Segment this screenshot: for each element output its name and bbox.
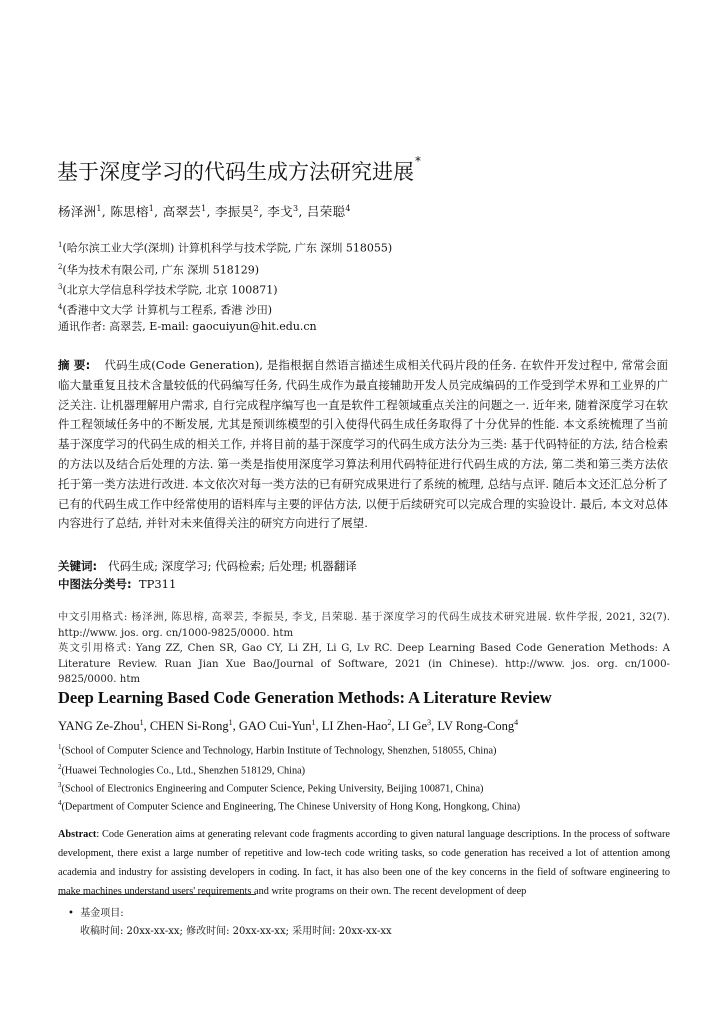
en-author: [437, 719, 518, 733]
cn-author-name: 李振昊: [215, 204, 254, 219]
keywords-text: 代码生成; 深度学习; 代码检索; 后处理; 机器翻译: [108, 559, 357, 573]
title-cn-text: 基于深度学习的代码生成方法研究进展: [57, 160, 414, 184]
en-author-affil-mark: 1: [311, 718, 316, 727]
cn-author-affil-mark: 1: [148, 203, 155, 213]
cn-author-affil-mark: 1: [96, 203, 102, 213]
affiliation-cn-3: $^3$(北京大学信息科学技术学院, 北京 100871): [58, 283, 278, 297]
en-author-name: LI Zhen-Hao: [321, 719, 388, 734]
en-author-name: LV Rong-Cong: [437, 719, 515, 734]
cn-author: [307, 204, 351, 219]
abstract-en-label: Abstract: [58, 829, 97, 840]
title-chinese: [57, 156, 421, 186]
en-author-affil-mark: 3: [427, 718, 432, 727]
cn-author-name: 陈思榕: [110, 204, 149, 219]
footnote-fund-text: 基金项目:: [80, 908, 124, 919]
footnote-fund: [68, 904, 124, 919]
footnote-divider: [58, 894, 256, 895]
affiliation-cn-2: $^2$(华为技术有限公司, 广东 深圳 518129): [58, 263, 260, 277]
en-author-affil-mark: 1: [139, 718, 144, 727]
en-author-affil-mark: 1: [228, 718, 233, 727]
cn-author-affil-mark: 4: [345, 203, 351, 213]
affiliation-en-2: $^2$(Huawei Technologies Co., Ltd., Shenzhen 518129, China): [58, 763, 306, 777]
affiliation-en-3: $^3$(School of Electronics Engineering and Computer Science, Peking University, Beijing 100871, China): [58, 781, 484, 795]
cn-author-affil-mark: 1: [201, 203, 207, 213]
keywords-label: 关键词:: [58, 559, 98, 573]
en-author: [398, 719, 432, 733]
abstract-en-text: : Code Generation aims at generating relevant code fragments according to given natural language descriptions. In the process of software development, there exist a large number of repetitive and low-tech code writing tasks, so code generation has received a lot of attention among academia and industry for assisting developers in coding. In fact, it has also been one of the key concerns in the field of software engineering to make machines understand users' requirements and write programs on their own. The recent development of deep: [58, 829, 670, 897]
en-author-name: LI Ge: [397, 719, 428, 734]
title-english: Deep Learning Based Code Generation Methods: A Literature Review: [58, 688, 552, 707]
title-footnote-mark: *: [415, 154, 421, 168]
affiliation-en-1: $^1$(School of Computer Science and Technology, Harbin Institute of Technology, Shenzhen, 518055, China): [58, 743, 497, 757]
en-author: [239, 719, 316, 733]
cn-author-name: 高翠芸: [162, 204, 202, 219]
cn-author-name: 杨泽洲: [58, 204, 97, 219]
cn-author-affil-mark: 2: [253, 203, 259, 213]
clc-value: TP311: [138, 577, 177, 591]
footnote-bullet: •: [68, 908, 74, 919]
cn-author: [110, 204, 154, 219]
cn-author-name: 吕荣聪: [306, 204, 346, 219]
cn-author: [58, 204, 102, 219]
cn-author-name: 李戈: [267, 204, 293, 219]
citation-english: 英文引用格式: Yang ZZ, Chen SR, Gao CY, Li ZH, Li G, Lv RC. Deep Learning Based Code Generation Methods: A Literature Review. Ruan Jian Xue Bao/Journal of Software, 2021 (in Chinese). http://www. jos. org. cn/1000-9825/0000. htm: [58, 643, 670, 685]
affiliation-en-4: $^4$(Department of Computer Science and Engineering, The Chinese University of Hong Kong, Hongkong, China): [58, 799, 520, 813]
abstract-cn-label: 摘 要:: [58, 358, 91, 372]
cn-author: [163, 204, 207, 219]
citation-block: [58, 610, 670, 688]
affiliation-cn-1: $^1$(哈尔滨工业大学(深圳) 计算机科学与技术学院, 广东 深圳 518055): [58, 241, 393, 255]
footnote-dates: 收稿时间: 20xx-xx-xx; 修改时间: 20xx-xx-xx; 采用时间: 20xx-xx-xx: [80, 926, 392, 937]
en-author: [58, 719, 144, 733]
en-author: [150, 719, 233, 733]
abstract-cn-text: 代码生成(Code Generation), 是指根据自然语言描述生成相关代码片段的任务. 在软件开发过程中, 常常会面临大量重复且技术含量较低的代码编写任务, 代码生成作为最直接辅助开发人员完成编码的工作受到学术界和工业界的广泛关注. 让机器理解用户需求, 自行完成程序编写也一直是软件工程领域重点关注的问题之一. 近年来, 随着深度学习在软件工程领域任务中的不断发展, 尤其是预训练模型的引入使得代码生成任务取得了十分优异的性能. 本文系统梳理了当前基于深度学习的代码生成的相关工作, 并将目前的基于深度学习的代码生成方法分为三类: 基于代码特征的方法, 结合检索的方法以及结合后处理的方法. 第一类是指使用深度学习算法利用代码特征进行代码生成的方法, 第二类和第三类方法依托于第一类方法进行改进. 本文依次对每一类方法的已有研究成果进行了系统的梳理, 总结与点评. 随后本文还汇总分析了已有的代码生成工作中经常使用的语料库与主要的评估方法, 以便于后续研究可以完成合理的实验设计. 最后, 本文对总体内容进行了总结, 并针对未来值得关注的研究方向进行了展望.: [58, 358, 668, 531]
cn-author-affil-mark: 3: [292, 203, 299, 213]
cn-author: [267, 204, 298, 219]
en-author-affil-mark: 2: [387, 718, 392, 727]
en-author: [322, 719, 392, 733]
en-author-name: GAO Cui-Yun: [238, 719, 312, 734]
classification-number: [58, 576, 176, 592]
citation-chinese: 中文引用格式: 杨泽洲, 陈思榕, 高翠芸, 李振昊, 李戈, 吕荣聪. 基于深度学习的代码生成技术研究进展. 软件学报, 2021, 32(7). http://www. jos. org. cn/1000-9825/0000. htm: [58, 612, 670, 639]
affiliation-cn-4: $^4$(香港中文大学 计算机与工程系, 香港 沙田): [58, 303, 273, 317]
abstract-english: [58, 825, 670, 901]
authors-chinese: 杨泽洲$^1$, 陈思榕$^1$, 高翠芸$^1$, 李振昊$^2$, 李戈$^3$, 吕荣聪$^4$: [58, 203, 351, 219]
keywords: [58, 558, 357, 574]
authors-english: YANG Ze-Zhou$^1$, CHEN Si-Rong$^1$, GAO Cui-Yun$^1$, LI Zhen-Hao$^2$, LI Ge$^3$, LV Rong-Cong$^4$: [58, 718, 519, 734]
en-author-name: YANG Ze-Zhou: [58, 719, 140, 734]
en-author-name: CHEN Si-Rong: [149, 719, 229, 734]
clc-label: 中图法分类号:: [58, 577, 132, 591]
corresponding-author: 通讯作者: 高翠芸, E-mail: gaocuiyun@hit.edu.cn: [58, 320, 317, 333]
cn-author: [215, 204, 259, 219]
en-author-affil-mark: 4: [514, 718, 519, 727]
abstract-chinese: [58, 356, 668, 534]
